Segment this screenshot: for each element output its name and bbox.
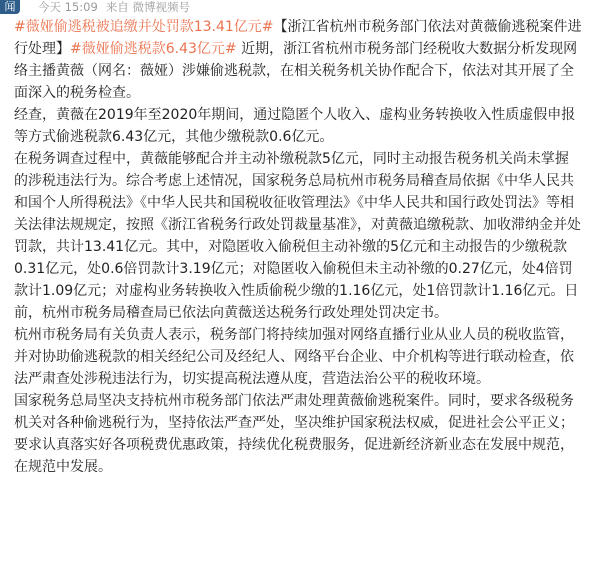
post-meta — [38, 0, 198, 14]
avatar[interactable]: 闻 — [0, 0, 20, 14]
post-text: 近期，浙江省杭州市税务部门经税收大数据分析发现网络主播黄薇（网名：薇娅）涉嫌偷逃税款，在相关税务机关协作配合下，依法对其开展了全面深入的税务检查。 — [14, 41, 578, 101]
post-paragraph: 经查，黄薇在2019年至2020年期间，通过隐匿个人收入、虚构业务转换收入性质虚假申报等方式偷逃税款6.43亿元，其他少缴税款0.6亿元。 — [14, 107, 576, 145]
hashtag-link[interactable]: #薇娅偷逃税款6.43亿元# — [70, 41, 237, 57]
post-source[interactable]: 来自 微博视频号 — [105, 0, 190, 14]
post-paragraph: 杭州市税务局有关负责人表示，税务部门将持续加强对网络直播行业从业人员的税收监管，并对协助偷逃税款的相关经纪公司及经纪人、网络平台企业、中介机构等进行联动检查，依法严肃查处涉税违法行为，切实提高税法遵从度，营造法治公平的税收环境。 — [14, 327, 574, 387]
post-content — [14, 16, 582, 478]
post-paragraph: 国家税务总局坚决支持杭州市税务部门依法严肃处理黄薇偷逃税案件。同时，要求各级税务机关对各种偷逃税行为，坚持依法严查严处，坚决维护国家税法权威，促进社会公平正义；要求认真落实好各项税费优惠政策，持续优化税费服务，促进新经济新业态在发展中规范，在规范中发展。 — [14, 393, 574, 475]
post-paragraph: 在税务调查过程中，黄薇能够配合并主动补缴税款5亿元，同时主动报告税务机关尚未掌握的涉税违法行为。综合考虑上述情况，国家税务总局杭州市税务局稽查局依据《中华人民共和国个人所得税法》《中华人民共和国税收征收管理法》《中华人民共和国行政处罚法》等相关法律法规规定，按照《浙江省税务行政处罚裁量基准》，对黄薇追缴税款、加收滞纳金并处罚款，共计13.41亿元。其中，对隐匿收入偷税但主动补缴的5亿元和主动报告的少缴税款0.31亿元，处0.6倍罚款计3.19亿元；对隐匿收入偷税但未主动补缴的0.27亿元，处4倍罚款计1.09亿元；对虚构业务转换收入性质偷税少缴的1.16亿元，处1倍罚款计1.16亿元。日前，杭州市税务局稽查局已依法向黄薇送达税务行政处理处罚决定书。 — [14, 151, 581, 321]
hashtag-link[interactable]: #薇娅偷逃税被追缴并处罚款13.41亿元# — [14, 19, 274, 35]
post-title: 【浙江省杭州市税务部门依法对黄薇偷逃税案件进行处理】 — [14, 19, 582, 57]
post-paragraph-intro — [14, 16, 582, 104]
post-time[interactable]: 今天 15:09 — [38, 0, 98, 14]
